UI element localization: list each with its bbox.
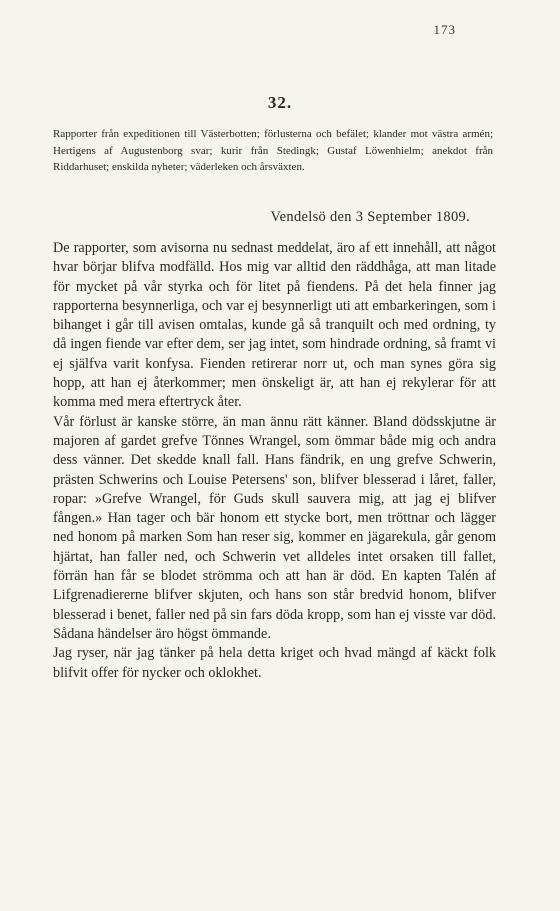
letter-number: 32. — [267, 93, 293, 112]
page-number: 173 — [433, 22, 456, 37]
paragraph: De rapporter, som avisorna nu sednast meddelat, äro af ett innehåll, att något hvar börjar blifva modfälld. Hos mig var alltid den räddhåga, att man litade för mycket på vår styrka och för litet på fiendens. På det hela finner jag rapporterna besynnerliga, och var ej besynnerligt uti att embarkeringen, som i bihanget i går till avisen omtalas, kunde gå så tranquilt och med ordning, ty då ingen fiende var efter dem, ser jag intet, som hindrade ordning, så framt vi ej själfva varit konfysa. Fienden retirerar norr ut, och man synes göra sig hopp, att han ej återkommer; men önskeligt är, att han ej rekylerar för att komma med mera eftertryck åter. — [53, 240, 496, 411]
dateline: Vendelsö den 3 September 1809. — [270, 209, 470, 225]
paragraph: Jag ryser, när jag tänker på hela detta kriget och hvad mängd af käckt folk blifvit offer för nycker och oklokhet. — [53, 645, 496, 681]
letter-body — [53, 239, 496, 683]
paragraph: Vår förlust är kanske större, än man ännu rätt känner. Bland dödsskjutne är majoren af gardet grefve Tönnes Wrangel, som ömmar både mig och andra dess vänner. Det skedde knall fall. Hans fändrik, en ung grefve Schwerin, prästen Schwerins och Louise Petersens' son, blifver blesserad i låret, faller, ropar: »Grefve Wrangel, för Guds skull sauvera mig, att jag ej blifver fången.» Han tager och bär honom ett stycke bort, men tröttnar och lägger ned honom på marken Som han reser sig, kommer en jägarekula, går genom hjärtat, han faller ned, och Schwerin vet alldeles intet orsaken till fallet, förrän han får se blodet strömma och att han är död. En kapten Talén af Lifgrenadiererne blifver skjuten, och hans son står bredvid honom, blifver blesserad i benet, faller ned på sin fars döda kropp, som han ej visste var död. Sådana händelser äro högst ömmande. — [53, 413, 496, 642]
letter-summary: Rapporter från expeditionen till Västerbotten; förlusterna och befälet; klander mot västra armén; Hertigens af Augustenborg svar; kurir från Stedingk; Gustaf Löwenhielm; anekdot från Riddarhuset; enskilda nyheter; väderleken och årsväxten. — [53, 128, 493, 174]
